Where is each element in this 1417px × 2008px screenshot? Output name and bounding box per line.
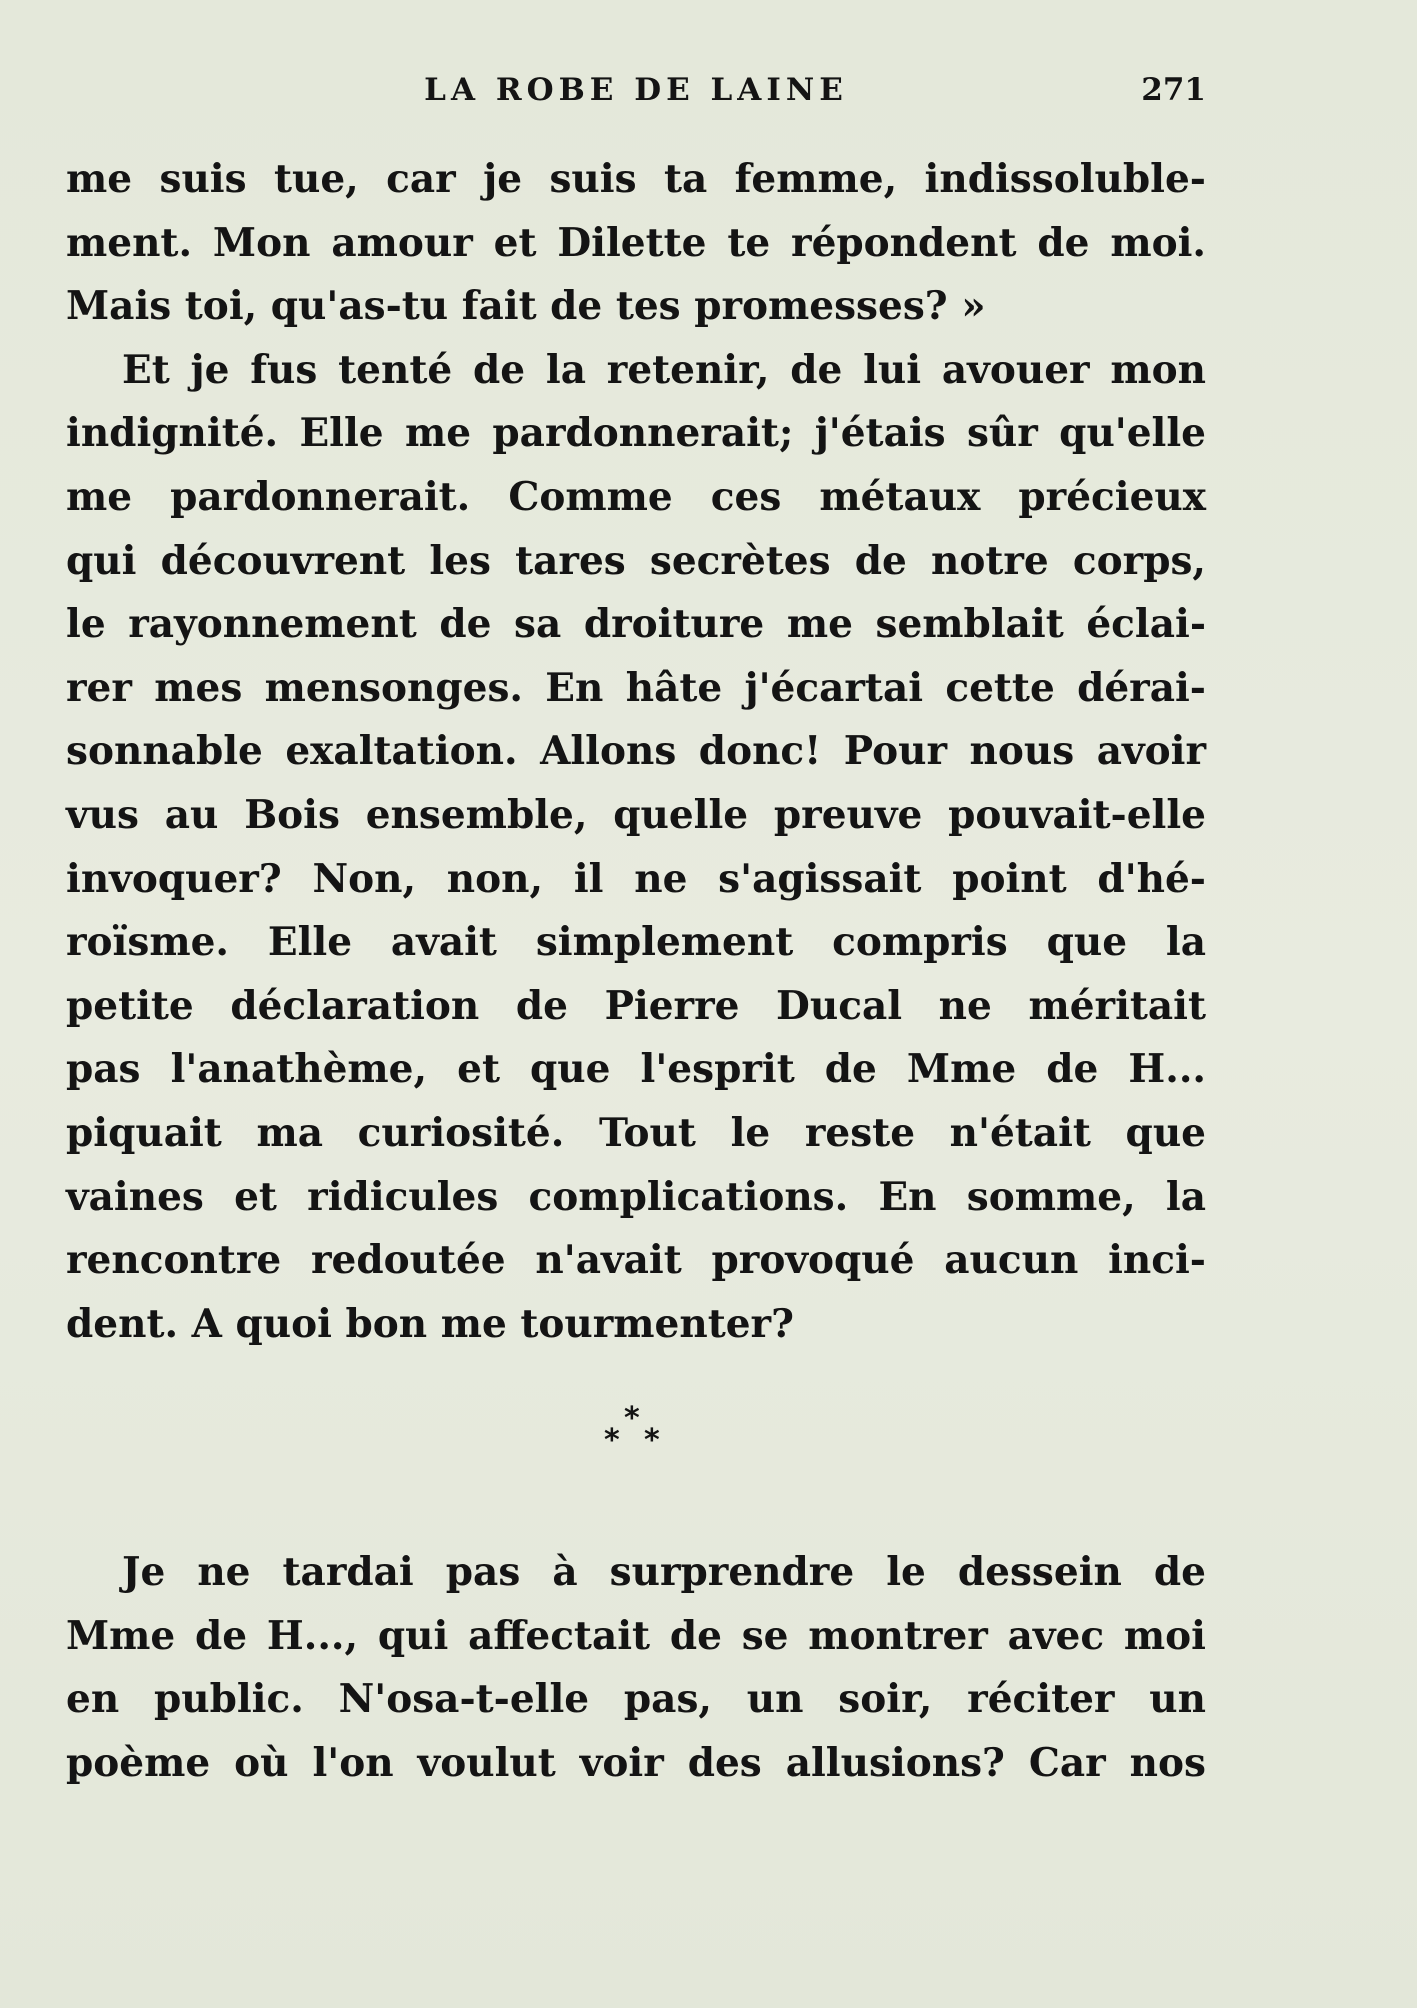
text-line: roïsme. Elle avait simplement compris que la — [66, 919, 1206, 966]
section-break-asterism — [0, 1400, 1270, 1460]
text-line: Et je fus tenté de la retenir, de lui avouer mon — [122, 346, 1206, 393]
text-line: vus au Bois ensemble, quelle preuve pouvait-elle — [66, 791, 1206, 838]
asterism-icon — [590, 1400, 680, 1460]
text-line: me suis tue, car je suis ta femme, indissoluble- — [66, 156, 1206, 202]
text-line: ment. Mon amour et Dilette te répondent de moi. — [66, 219, 1206, 266]
text-line: Mais toi, qu'as-tu fait de tes promesses? » — [66, 283, 986, 330]
text-line: pas l'anathème, et que l'esprit de Mme de H... — [66, 1046, 1206, 1093]
text-line: en public. N'osa-t-elle pas, un soir, réciter un — [66, 1676, 1206, 1723]
text-line: Mme de H..., qui affectait de se montrer avec moi — [66, 1612, 1206, 1659]
text-line: vaines et ridicules complications. En somme, la — [66, 1173, 1206, 1220]
text-line: poème où l'on voulut voir des allusions? Car nos — [66, 1739, 1206, 1786]
text-line: piquait ma curiosité. Tout le reste n'était que — [66, 1109, 1206, 1156]
text-line: me pardonnerait. Comme ces métaux précieux — [66, 473, 1206, 520]
text-line: petite déclaration de Pierre Ducal ne méritait — [66, 982, 1206, 1029]
text-line: indignité. Elle me pardonnerait; j'étais sûr qu'elle — [66, 410, 1206, 457]
text-line: rer mes mensonges. En hâte j'écartai cette dérai- — [66, 664, 1206, 711]
text-line: rencontre redoutée n'avait provoqué aucun inci- — [66, 1237, 1206, 1284]
text-line: le rayonnement de sa droiture me semblait éclai- — [66, 601, 1206, 648]
svg-text:*: * — [624, 1401, 640, 1436]
text-line: invoquer? Non, non, il ne s'agissait point d'hé- — [66, 855, 1206, 902]
body-text — [66, 148, 1206, 1356]
page-number: 271 — [1141, 72, 1206, 108]
text-line: dent. A quoi bon me tourmenter? — [66, 1300, 794, 1347]
svg-text:*: * — [604, 1423, 620, 1458]
text-line: Je ne tardai pas à surprendre le dessein de — [122, 1549, 1206, 1595]
body-text-continued — [66, 1541, 1206, 1795]
running-title: LA ROBE DE LAINE — [424, 72, 848, 108]
svg-text:*: * — [644, 1423, 660, 1458]
page-header — [66, 62, 1206, 122]
text-line: qui découvrent les tares secrètes de notre corps, — [66, 537, 1206, 584]
text-line: sonnable exaltation. Allons donc! Pour nous avoir — [66, 728, 1206, 775]
